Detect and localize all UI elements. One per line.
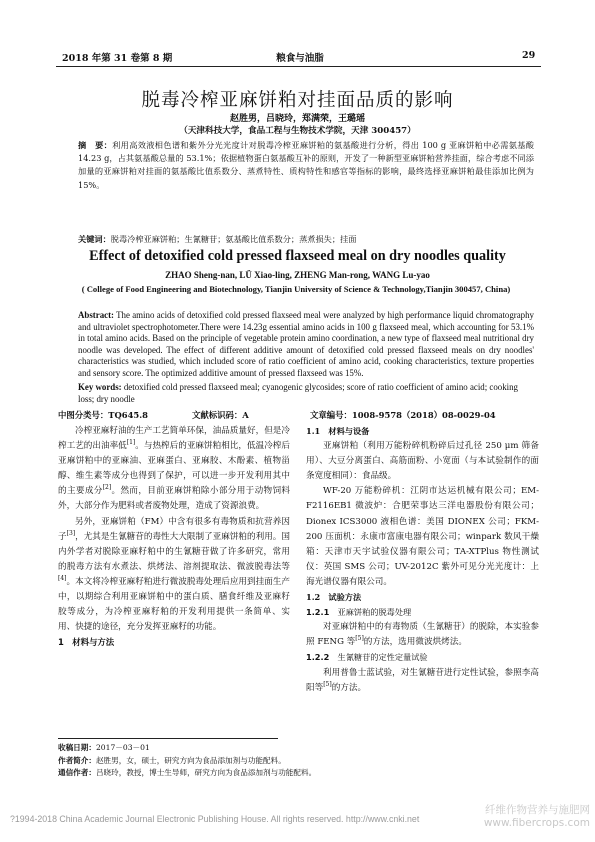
header-rule — [56, 66, 541, 67]
footnote-received: 收稿日期：2017－03－01 — [58, 743, 150, 752]
affiliation-en: ( College of Food Engineering and Biotechnology, Tianjin University of Science & Technology,Tianjin 300457, China) — [81, 284, 511, 294]
abstract-cn-text: 利用高效液相色谱和紫外分光光度计对脱毒冷榨亚麻饼粕的氨基酸进行分析，得出 100 g 亚麻饼粕中必需氨基酸 14.23 g，占其氨基酸总量的 53.1%；依据植物蛋白氨基酸互补的原则，开发了一种新型亚麻饼粕营养挂面，综合考虑不同添加量的亚麻饼粕对挂面的氨基酸比值系数分、蒸煮特性、质构特性和感官等指标的影响，最终选择亚麻饼粕最佳添加比例为 15%。 — [78, 140, 534, 190]
footnote-corresponding: 通信作者：吕晓玲，教授，博士生导师，研究方向为食品添加剂与功能配料。 — [58, 768, 317, 778]
affiliation-cn: （天津科技大学，食品工程与生物技术学院，天津 300457） — [179, 126, 416, 136]
authors-en: ZHAO Sheng-nan, LÜ Xiao-ling, ZHENG Man-rong, WANG Lu-yao — [165, 270, 430, 280]
section-heading-1: 1 材料与方法 — [58, 637, 115, 648]
keywords-cn-label: 关键词： — [78, 234, 111, 244]
citation-ref: [1] — [126, 439, 136, 447]
citation-ref: [3] — [66, 529, 76, 537]
article-title-cn: 脱毒冷榨亚麻饼粕对挂面品质的影响 — [141, 90, 454, 111]
footnote-rule — [58, 738, 278, 739]
abstract-en-text: The amino acids of detoxified cold pressed flaxseed meal were analyzed by high performance liquid chromatography and ultraviolet spectrophotometer.There were 14.23g essential amino acids in 100 g flaxseed meal, which accounting for 53.1% in total amino acids. Based on the principle of vegetable protein amino coordination, a new type of flaxseed meal nutritional dry noodle was developed. The effect of different additive amount of detoxified cold pressed flaxseed meals on dry noodles' characteristics was studied, which included score of ratio coefficient of amino acid, cooking characteristics, texture properties and sensory score. The optimized additive amount of pressed flaxseed was 15%. — [78, 310, 534, 378]
footnote-author: 作者简介：赵胜男，女，硕士，研究方向为食品添加剂与功能配料。 — [58, 755, 286, 765]
keywords-cn — [78, 233, 538, 245]
watermark: 纤维作物营养与施肥网 www.fibercrops.com — [483, 804, 590, 829]
abstract-cn-label: 摘 要： — [78, 140, 113, 150]
equipment-paragraph: WF-20 万能粉碎机：江阴市达运机械有限公司；EM-F2116EB1 微波炉：合肥荣事达三洋电器股份有限公司；Dionex ICS3000 液相色谱：美国 DIONEX 公司；FKM-200 压面机：永康市富康电器有限公司；winpark 数风干燥箱：天津市天宇试验仪器有限公司；TA-XTPlus 物性测试仪：英国 SMS 公司；UV-2012C 紫外可见分光光度计：上海光谱仪器有限公司。 — [306, 486, 539, 587]
document-code: 文献标识码：A — [192, 410, 249, 420]
abstract-cn — [78, 139, 534, 192]
clc-number: 中图分类号：TQ645.8 — [58, 410, 149, 420]
footnotes — [58, 742, 418, 780]
cyanogen-test-paragraph: 利用普鲁士蓝试验，对生氰糖苷进行定性试验，参照李高阳等[5]的方法。 — [306, 667, 539, 693]
keywords-en — [78, 382, 534, 405]
authors-cn: 赵胜男，吕晓玲，郑满荣，王璐瑶 — [229, 114, 365, 124]
citation-ref: [4] — [58, 575, 67, 583]
citation-ref: [2] — [102, 484, 112, 492]
running-header-journal: 粮食与油脂 — [276, 53, 324, 64]
keywords-cn-text: 脱毒冷榨亚麻饼粕；生氰糖苷；氨基酸比值系数分；蒸煮损失；挂面 — [110, 234, 357, 244]
section-heading-1-2-1: 1.2.1 亚麻饼粕的脱毒处理 — [306, 607, 412, 618]
section-heading-1-1: 1.1 材料与设备 — [306, 426, 370, 436]
intro-paragraph-2: 另外，亚麻饼粕（FM）中含有很多有毒物质和抗营养因子[3]，尤其是生氰糖苷的毒性大大限制了亚麻饼粕的利用。国内外学者对脱除亚麻籽粕中的生氰糖苷做了许多研究，常用的脱毒方法有水煮法、烘烤法、溶剂提取法、微波脱毒法等[4]。本文将冷榨亚麻籽粕进行微波脱毒处理后应用到挂面生产中，以期综合利用亚麻饼粕中的蛋白质、膳食纤维及亚麻籽胶等成分，为冷榨亚麻籽粕的开发利用提供一条简单、实用、快捷的途径，充分发挥亚麻籽的功能。 — [58, 516, 290, 633]
running-header-issue: 2018 年第 31 卷第 8 期 — [62, 53, 173, 64]
keywords-en-text: detoxified cold pressed flaxseed meal; cyanogenic glycosides; score of ratio coefficient of amino acid; cooking loss; dry noodle — [78, 382, 518, 404]
keywords-en-label: Key words: — [78, 382, 122, 392]
page-number: 29 — [522, 50, 536, 61]
article-number: 文章编号：1008-9578（2018）08-0029-04 — [310, 410, 496, 420]
citation-ref: [5] — [323, 680, 332, 688]
detox-paragraph: 对亚麻饼粕中的有毒物质（生氰糖苷）的脱除，本实验参照 FENG 等[5]的方法，选用微波烘烤法。 — [306, 622, 539, 648]
abstract-en-label: Abstract: — [78, 310, 114, 320]
citation-ref: [5] — [355, 635, 364, 643]
section-heading-1-2: 1.2 试验方法 — [306, 592, 362, 603]
abstract-en — [78, 310, 534, 380]
copyright-footer: ?1994-2018 China Academic Journal Electronic Publishing House. All rights reserved. http://www.cnki.net — [10, 814, 420, 824]
article-title-en: Effect of detoxified cold pressed flaxseed meal on dry noodles quality — [89, 248, 506, 264]
left-column — [58, 424, 290, 650]
materials-paragraph: 亚麻饼粕（利用万能粉碎机粉碎后过孔径 250 μm 筛备用）、大豆分离蛋白、高筋面粉、小宽面（与本试验制作的面条宽度相同）：食品级。 — [306, 441, 539, 482]
section-heading-1-2-2: 1.2.2 生氰糖苷的定性定量试验 — [306, 652, 428, 663]
right-column — [306, 424, 539, 696]
intro-paragraph-1: 冷榨亚麻籽油的生产工艺简单环保，油品质量好，但是冷榨工艺的出油率低[1]。与热榨后的亚麻饼粕相比，低温冷榨后亚麻饼粕中的亚麻油、亚麻蛋白、亚麻胶、木酚素、植物甾醇、维生素等成分也得到了保护，可以进一步开发利用其中的主要成分[2]。然而，目前亚麻饼粕除小部分用于动物饲料外，大部分作为肥料或者废物处理，造成了资源浪费。 — [58, 426, 290, 512]
